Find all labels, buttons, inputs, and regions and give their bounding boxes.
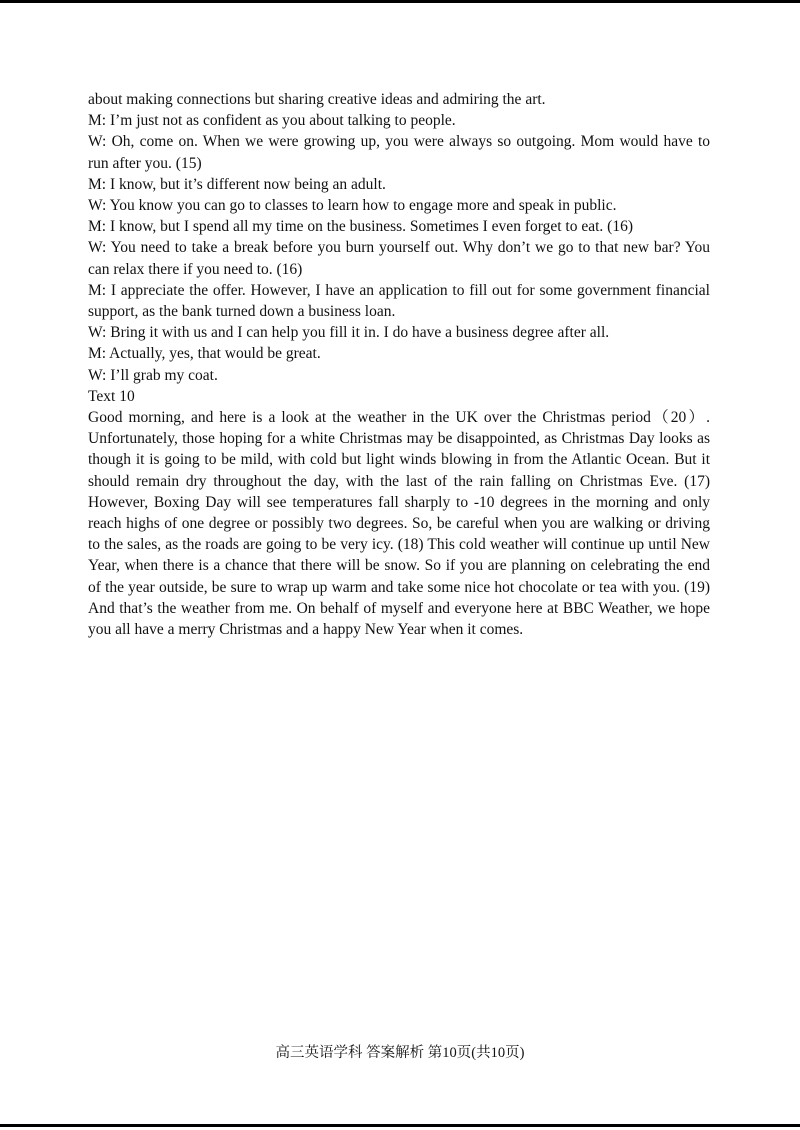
- dialogue-line: M: Actually, yes, that would be great.: [88, 345, 321, 363]
- dialogue-line: M: I know, but I spend all my time on the business. Sometimes I even forget to eat. (16): [88, 218, 633, 236]
- dialogue-line: M: I’m just not as confident as you about talking to people.: [88, 112, 456, 130]
- bottom-border-rule: [0, 1124, 800, 1127]
- top-border-rule: [0, 0, 800, 3]
- page-footer: 高三英语学科 答案解析 第10页(共10页): [275, 1045, 525, 1061]
- page-content: [88, 89, 710, 640]
- dialogue-line: W: You need to take a break before you burn yourself out. Why don’t we go to that new bar? You can relax there if you need to. (16): [88, 239, 710, 278]
- dialogue-line: W: You know you can go to classes to learn how to engage more and speak in public.: [88, 197, 617, 215]
- section-title: Text 10: [88, 387, 135, 405]
- dialogue-line: W: Oh, come on. When we were growing up, you were always so outgoing. Mom would have to run after you. (15): [88, 133, 710, 172]
- dialogue-line: W: I’ll grab my coat.: [88, 366, 218, 384]
- dialogue-line: W: Bring it with us and I can help you fill it in. I do have a business degree after all.: [88, 324, 610, 342]
- dialogue-line: about making connections but sharing creative ideas and admiring the art.: [88, 91, 546, 108]
- dialogue-line: M: I know, but it’s different now being an adult.: [88, 175, 386, 193]
- dialogue-line: M: I appreciate the offer. However, I have an application to fill out for some government financial support, as the bank turned down a business loan.: [88, 281, 710, 321]
- text10-paragraph: Good morning, and here is a look at the weather in the UK over the Christmas period（20）. Unfortunately, those hoping for a white Christmas may be disappointed, as Christmas Day looks as though it is going to be mild, with cold but light winds blowing in from the Atlantic Ocean. But it should remain dry throughout the day, with the last of the rain falling on Christmas Eve. (17) However, Boxing Day will see temperatures fall sharply to -10 degrees in the morning and only reach highs of one degree or possibly two degrees. So, be careful when you are walking or driving to the sales, as the roads are going to be very icy. (18) This cold weather will continue up until New Year, when there is a chance that there will be snow. So if you are planning on celebrating the end of the year outside, be sure to wrap up warm and take some nice hot chocolate or tea with you. (19) And that’s the weather from me. On behalf of myself and everyone here at BBC Weather, we hope you all have a merry Christmas and a happy New Year when it comes.: [88, 409, 710, 639]
